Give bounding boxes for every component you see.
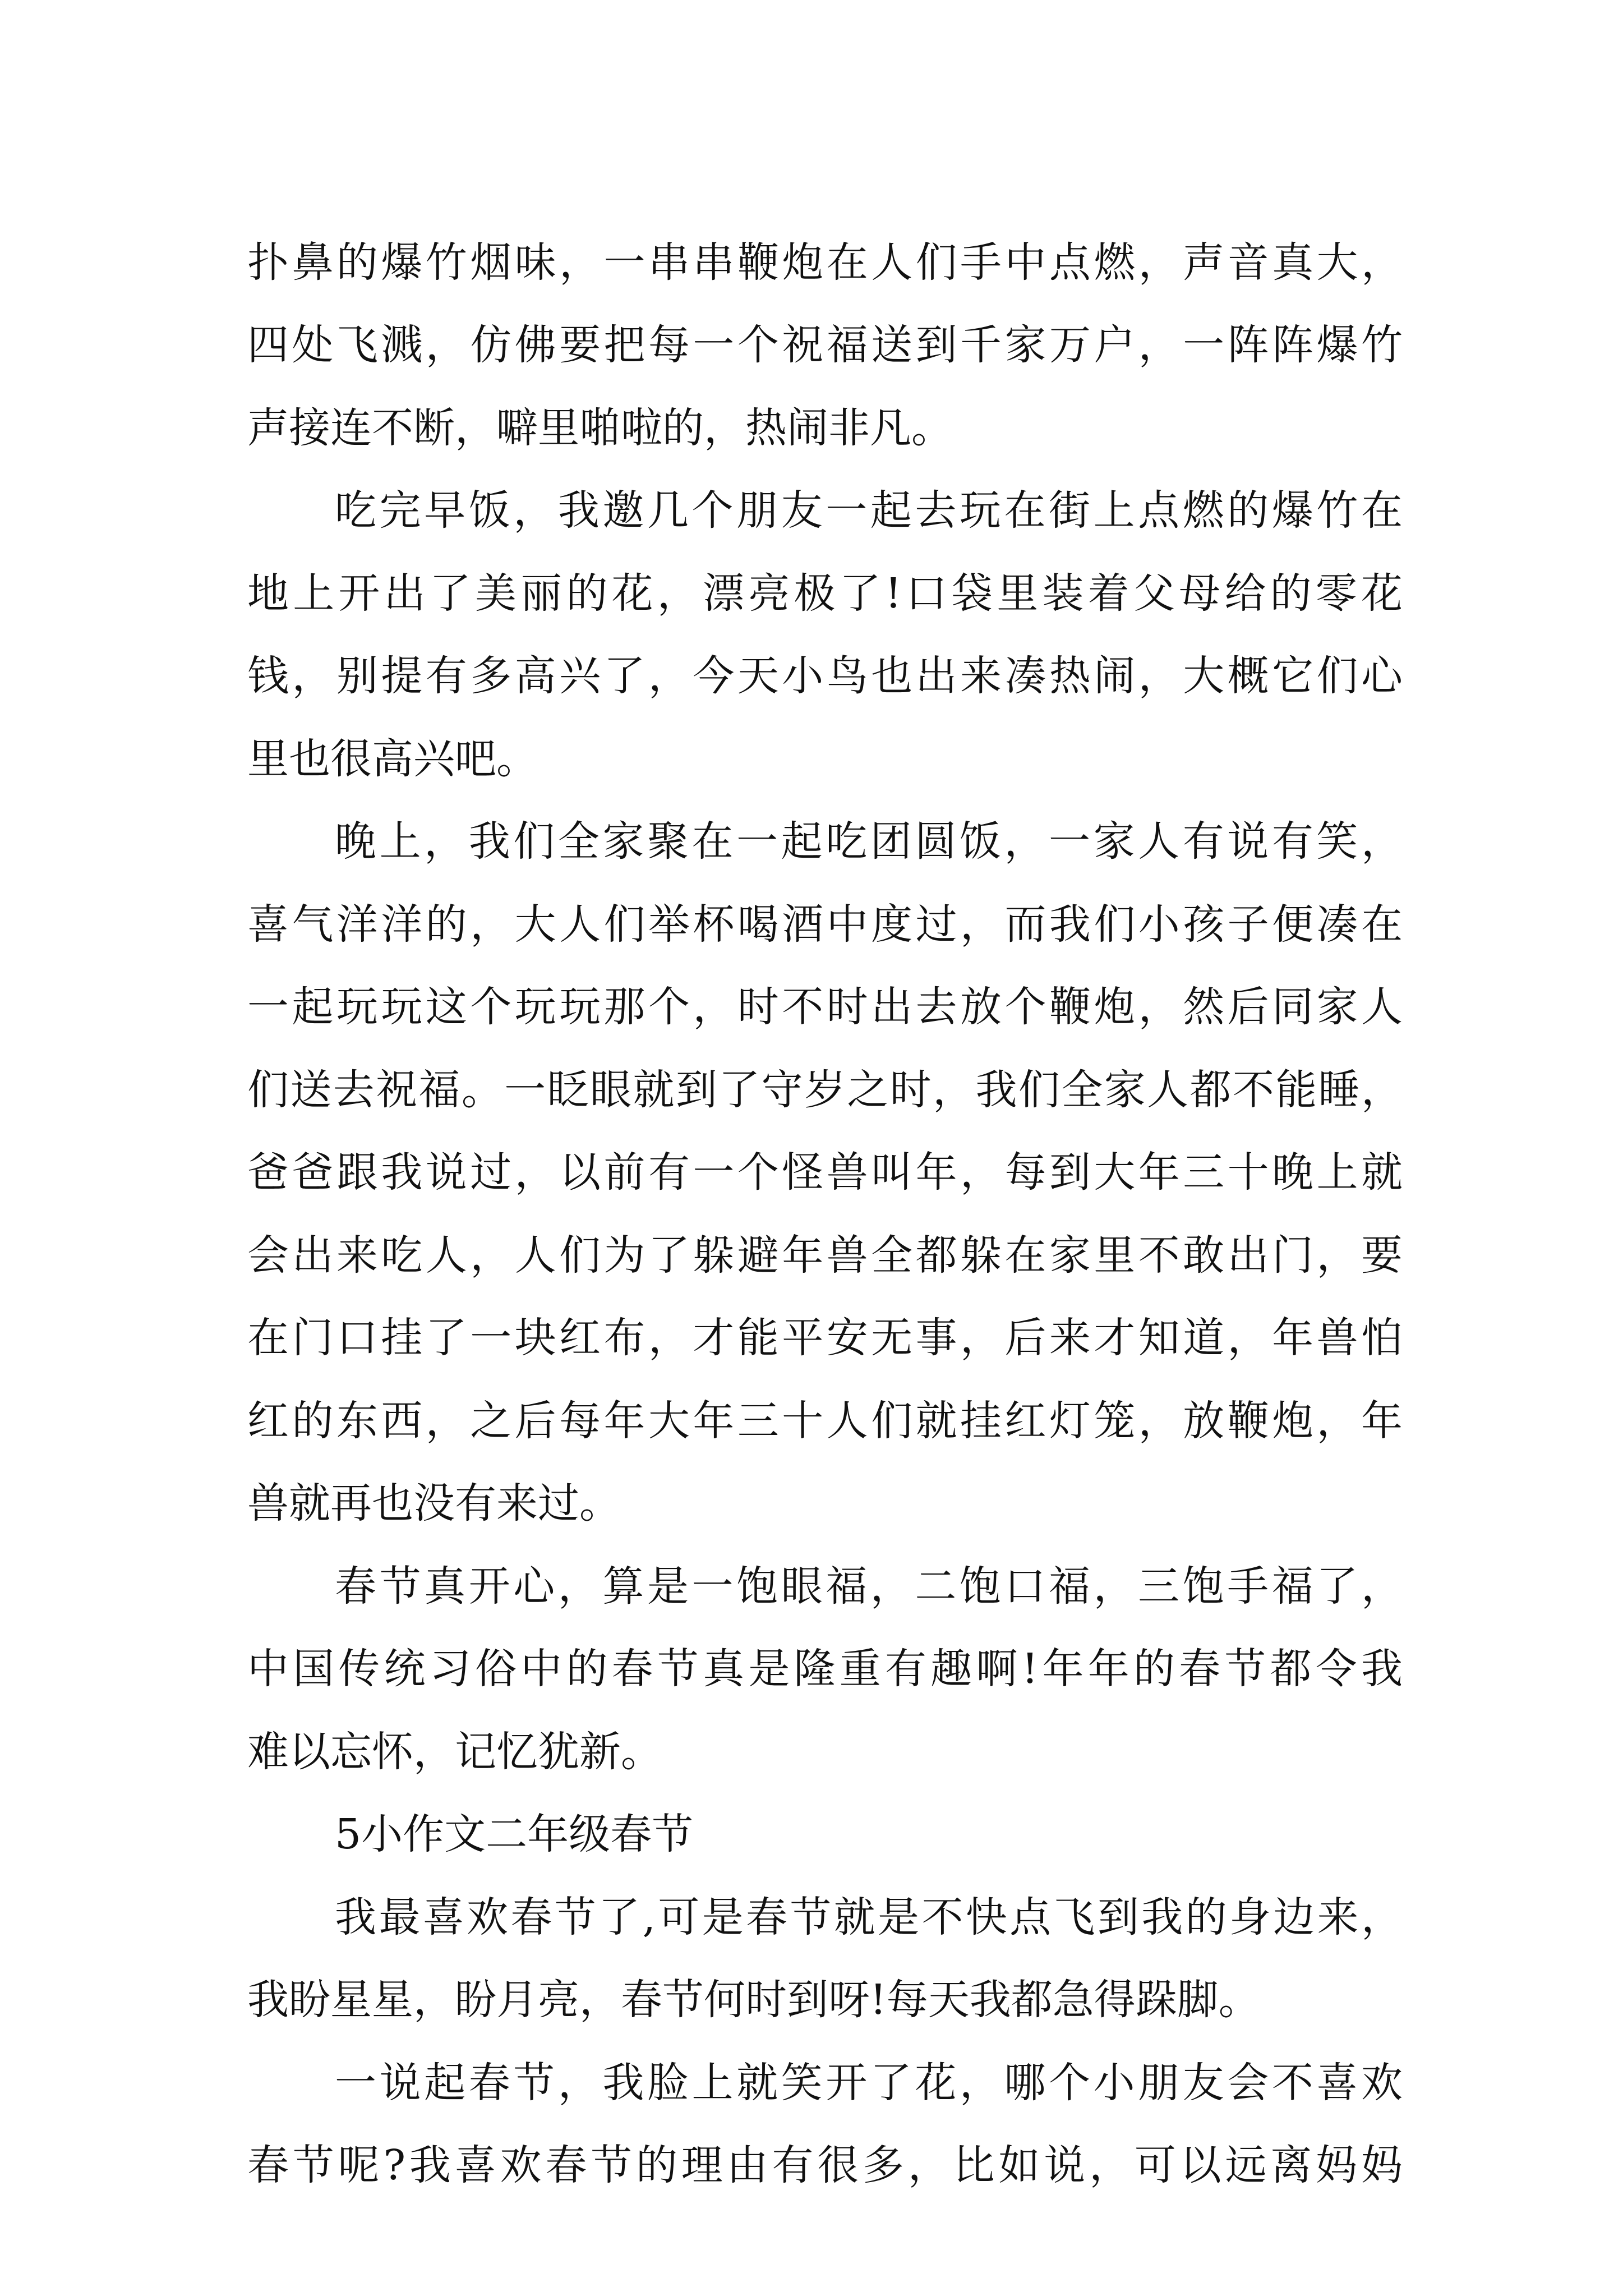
text-line: 们送去祝福。一眨眼就到了守岁之时，我们全家人都不能睡，: [247, 1066, 1403, 1114]
section-heading: 5小作文二年级春节: [335, 1810, 694, 1858]
text-line: 晚上，我们全家聚在一起吃团圆饭，一家人有说有笑，: [335, 817, 1403, 866]
text-line: 我最喜欢春节了,可是春节就是不快点飞到我的身边来，: [335, 1893, 1403, 1941]
text-line: 里也很高兴吧。: [247, 735, 538, 783]
text-line: 红的东西，之后每年大年三十人们就挂红灯笼，放鞭炮，年: [247, 1397, 1403, 1445]
text-line: 地上开出了美丽的花，漂亮极了!口袋里装着父母给的零花: [247, 569, 1403, 618]
text-line: 声接连不断，噼里啪啦的，热闹非凡。: [247, 404, 953, 452]
text-line: 我盼星星，盼月亮，春节何时到呀!每天我都急得跺脚。: [247, 1976, 1260, 2024]
text-line: 难以忘怀，记忆犹新。: [247, 1728, 662, 1776]
text-line: 会出来吃人，人们为了躲避年兽全都躲在家里不敢出门，要: [247, 1231, 1403, 1280]
text-line: 吃完早饭，我邀几个朋友一起去玩在街上点燃的爆竹在: [335, 486, 1403, 535]
text-line: 在门口挂了一块红布，才能平安无事，后来才知道，年兽怕: [247, 1314, 1403, 1362]
text-line: 扑鼻的爆竹烟味，一串串鞭炮在人们手中点燃，声音真大，: [247, 238, 1403, 287]
text-line: 一起玩玩这个玩玩那个，时不时出去放个鞭炮，然后同家人: [247, 983, 1403, 1031]
text-line: 四处飞溅，仿佛要把每一个祝福送到千家万户，一阵阵爆竹: [247, 321, 1403, 369]
text-line: 爸爸跟我说过，以前有一个怪兽叫年，每到大年三十晚上就: [247, 1148, 1403, 1197]
text-line: 一说起春节，我脸上就笑开了花，哪个小朋友会不喜欢: [335, 2059, 1403, 2107]
text-line: 中国传统习俗中的春节真是隆重有趣啊!年年的春节都令我: [247, 1645, 1403, 1693]
text-line: 春节真开心，算是一饱眼福，二饱口福，三饱手福了，: [335, 1562, 1403, 1611]
text-line: 喜气洋洋的，大人们举杯喝酒中度过，而我们小孩子便凑在: [247, 900, 1403, 949]
text-line: 兽就再也没有来过。: [247, 1479, 621, 1527]
text-line: 春节呢?我喜欢春节的理由有很多，比如说，可以远离妈妈: [247, 2141, 1403, 2189]
text-line: 钱，别提有多高兴了，今天小鸟也出来凑热闹，大概它们心: [247, 652, 1403, 700]
